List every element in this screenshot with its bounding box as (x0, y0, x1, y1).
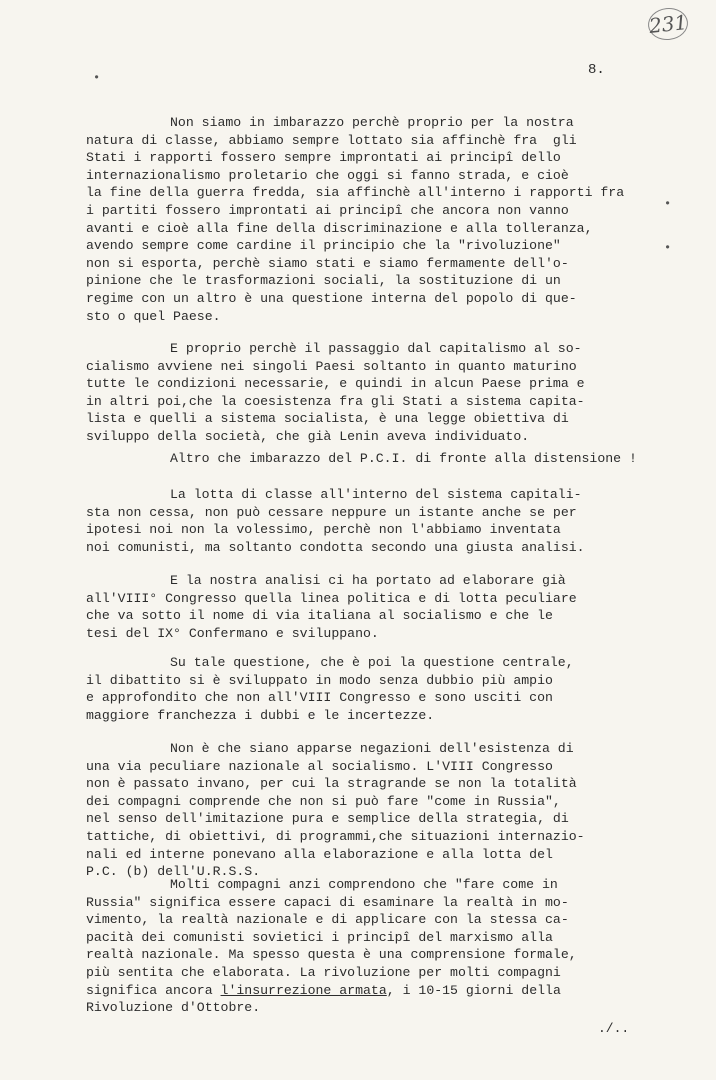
text-line: regime con un altro è una questione interna del popolo di que- (86, 290, 577, 306)
page-number: 8. (588, 62, 605, 78)
text-line: avendo sempre come cardine il principio che la "rivoluzione" (86, 238, 561, 254)
text-line: Non siamo in imbarazzo perchè proprio per la nostra (170, 115, 574, 130)
text-line: pinione che le trasformazioni sociali, la sostituzione di un (86, 273, 561, 289)
text-line: ipotesi noi non la volessimo, perchè non l'abbiamo inventata (86, 522, 561, 538)
text-line: non è passato invano, per cui la stragrande se non la totalità (86, 776, 577, 792)
text-line: il dibattito si è sviluppato in modo senza dubbio più ampio (86, 672, 553, 688)
text-line: non si esporta, perchè siamo stati e siamo fermamente dell'o- (86, 255, 569, 271)
paragraph-4 (86, 486, 646, 556)
continuation-mark: ./.. (598, 1021, 630, 1036)
text-line: dei compagni comprende che non si può fare "come in Russia", (86, 793, 561, 809)
text-line: Russia" significa essere capaci di esaminare la realtà in mo- (86, 894, 569, 910)
paragraph-8 (86, 876, 646, 1017)
text-line: lista e quelli a sistema socialista, è una legge obiettiva di (86, 411, 569, 427)
text-line: la fine della guerra fredda, sia affinchè all'interno i rapporti fra (86, 185, 625, 201)
archive-number-stamp: 231 (646, 6, 689, 42)
margin-mark: • (93, 71, 101, 85)
text-line: nali ed interne ponevano alla elaborazione e alla lotta del (86, 846, 553, 862)
text-line: Rivoluzione d'Ottobre. (86, 1000, 261, 1016)
text-line: avanti e cioè alla fine della discriminazione e alla tolleranza, (86, 220, 593, 236)
text-line: pacità dei comunisti sovietici i principî del marxismo alla (86, 929, 553, 945)
text-line: in altri poi,che la coesistenza fra gli Stati a sistema capita- (86, 393, 585, 409)
text-line: sviluppo della società, che già Lenin aveva individuato. (86, 428, 530, 444)
text-line: tattiche, di obiettivi, di programmi,che situazioni internazio- (86, 828, 585, 844)
paragraph-3 (86, 450, 686, 468)
paragraph-6 (86, 654, 646, 724)
text-line: Non è che siano apparse negazioni dell'esistenza di (170, 741, 574, 756)
text-line: sto o quel Paese. (86, 308, 221, 324)
text-line: una via peculiare nazionale al socialismo. L'VIII Congresso (86, 758, 553, 774)
text-line (86, 982, 646, 1000)
text-line: E proprio perchè il passaggio dal capitalismo al so- (170, 341, 582, 356)
text-line: Molti compagni anzi comprendono che "fare come in (170, 877, 558, 892)
text-line: all'VIII° Congresso quella linea politica e di lotta peculiare (86, 590, 577, 606)
text-line: più sentita che elaborata. La rivoluzione per molti compagni (86, 964, 561, 980)
paragraph-1 (86, 114, 646, 325)
text-line: e approfondito che non all'VIII Congresso e sono usciti con (86, 690, 553, 706)
paragraph-2 (86, 340, 646, 446)
text-line: cialismo avviene nei singoli Paesi soltanto in quanto maturino (86, 358, 577, 374)
text-line: P.C. (b) dell'U.R.S.S. (86, 864, 261, 880)
text-line: E la nostra analisi ci ha portato ad elaborare già (170, 573, 566, 588)
underlined-phrase: l'insurrezione armata (220, 982, 387, 998)
text-line: nel senso dell'imitazione pura e semplice della strategia, di (86, 811, 569, 827)
text-line: che va sotto il nome di via italiana al socialismo e che le (86, 608, 553, 624)
text-line: realtà nazionale. Ma spesso questa è una comprensione formale, (86, 947, 577, 963)
text-line: Altro che imbarazzo del P.C.I. di fronte alla distensione ! (170, 451, 637, 466)
text-fragment: significa ancora (86, 982, 221, 998)
text-line: Su tale questione, che è poi la questione centrale, (170, 655, 574, 670)
text-line: maggiore franchezza i dubbi e le incertezze. (86, 707, 435, 723)
text-line: noi comunisti, ma soltanto condotta secondo una giusta analisi. (86, 539, 585, 555)
text-line: tutte le condizioni necessarie, e quindi in alcun Paese prima e (86, 376, 585, 392)
paragraph-5 (86, 572, 646, 642)
text-fragment: , i 10-15 giorni della (386, 982, 561, 998)
text-line: internazionalismo proletario che oggi si fanno strada, e cioè (86, 167, 569, 183)
text-line: natura di classe, abbiamo sempre lottato sia affinchè fra gli (86, 132, 577, 148)
text-line: vimento, la realtà nazionale e di applicare con la stessa ca- (86, 912, 569, 928)
text-line: tesi del IX° Confermano e sviluppano. (86, 625, 379, 641)
text-line: sta non cessa, non può cessare neppure un istante anche se per (86, 504, 577, 520)
margin-mark: • (664, 197, 672, 211)
margin-mark: • (664, 241, 672, 255)
text-line: La lotta di classe all'interno del sistema capitali- (170, 487, 582, 502)
text-line: Stati i rapporti fossero sempre improntati ai principî dello (86, 150, 561, 166)
text-line: i partiti fossero improntati ai principî che ancora non vanno (86, 202, 569, 218)
paragraph-7 (86, 740, 646, 881)
